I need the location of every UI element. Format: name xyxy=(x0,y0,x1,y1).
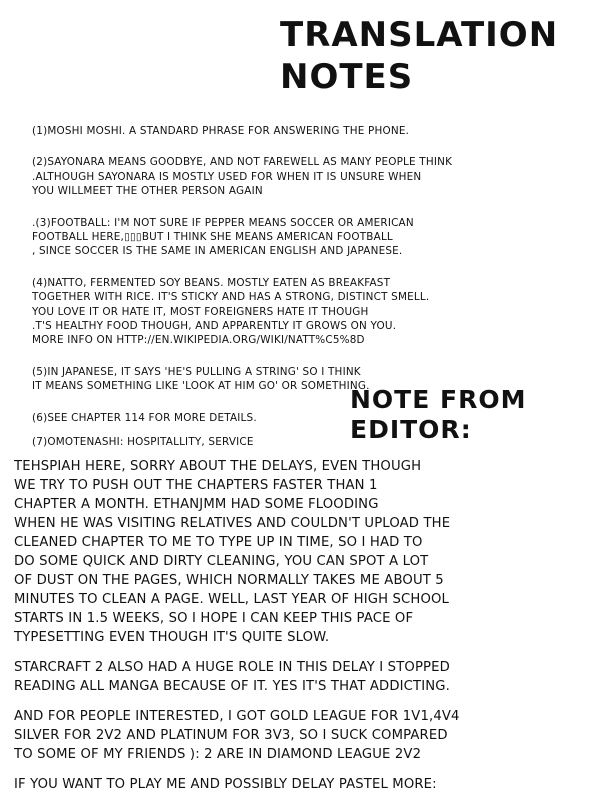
editor-note-title-line2: EDITOR: xyxy=(350,415,472,444)
editor-note-body xyxy=(14,457,594,805)
note-1: (1)MOSHI MOSHI. A STANDARD PHRASE FOR ANSWERING THE PHONE. xyxy=(32,125,410,137)
note-2: (2)SAYONARA MEANS GOODBYE, AND NOT FAREWELL AS MANY PEOPLE THINK .ALTHOUGH SAYONARA IS MOSTLY USED FOR WHEN IT IS UNSURE WHEN YOU WILLMEET THE OTHER PERSON AGAIN xyxy=(32,156,453,198)
translation-notes-title xyxy=(280,14,558,98)
note-6: (6)SEE CHAPTER 114 FOR MORE DETAILS. xyxy=(32,411,257,424)
note-7: (7)OMOTENASHI: HOSPITALLITY, SERVICE xyxy=(32,436,254,449)
note-3: .(3)FOOTBALL: I'M NOT SURE IF PEPPER MEANS SOCCER OR AMERICAN FOOTBALL HERE,▯▯▯BUT I THINK SHE MEANS AMERICAN FOOTBALL , SINCE SOCCER IS THE SAME IN AMERICAN ENGLISH AND JAPANESE. xyxy=(32,216,414,258)
editor-paragraph-2: STARCRAFT 2 ALSO HAD A HUGE ROLE IN THIS DELAY I STOPPED READING ALL MANGA BECAUSE OF IT. YES IT'S THAT ADDICTING. xyxy=(14,660,451,694)
translation-notes-title-line1: TRANSLATION xyxy=(280,15,559,55)
editor-paragraph-4: IF YOU WANT TO PLAY ME AND POSSIBLY DELAY PASTEL MORE: xyxy=(14,777,437,792)
editor-note-title-line1: NOTE FROM xyxy=(350,385,527,414)
editor-paragraph-3: AND FOR PEOPLE INTERESTED, I GOT GOLD LEAGUE FOR 1V1,4V4 SILVER FOR 2V2 AND PLATINUM FOR 3V3, SO I SUCK COMPARED TO SOME OF MY FRIENDS ): 2 ARE IN DIAMOND LEAGUE 2V2 xyxy=(14,709,460,762)
editor-paragraph-1: TEHSPIAH HERE, SORRY ABOUT THE DELAYS, EVEN THOUGH WE TRY TO PUSH OUT THE CHAPTERS FASTER THAN 1 CHAPTER A MONTH. ETHANJMM HAD SOME FLOODING WHEN HE WAS VISITING RELATIVES AND COULDN'T UPLOAD THE CLEANED CHAPTER TO ME TO TYPE UP IN TIME, SO I HAD TO DO SOME QUICK AND DIRTY CLEANING, YOU CAN SPOT A LOT OF DUST ON THE PAGES, WHICH NORMALLY TAKES ME ABOUT 5 MINUTES TO CLEAN A PAGE. WELL, LAST YEAR OF HIGH SCHOOL STARTS IN 1.5 WEEKS, SO I HOPE I CAN KEEP THIS PACE OF TYPESETTING EVEN THOUGH IT'S QUITE SLOW. xyxy=(14,459,451,645)
editor-note-title xyxy=(350,385,526,445)
translation-notes-title-line2: NOTES xyxy=(280,57,414,97)
note-5: (5)IN JAPANESE, IT SAYS 'HE'S PULLING A STRING' SO I THINK IT MEANS SOMETHING LIKE 'LOOK AT HIM GO' OR SOMETHING. xyxy=(32,365,370,393)
note-4: (4)NATTO, FERMENTED SOY BEANS. MOSTLY EATEN AS BREAKFAST TOGETHER WITH RICE. IT'S STICKY AND HAS A STRONG, DISTINCT SMELL. YOU LOVE IT OR HATE IT, MOST FOREIGNERS HATE IT THOUGH .T'S HEALTHY FOOD THOUGH, AND APPARENTLY IT GROWS ON YOU. MORE INFO ON HTTP://EN.WIKIPEDIA.ORG/WIKI/NATT%C5%8D xyxy=(32,276,430,347)
